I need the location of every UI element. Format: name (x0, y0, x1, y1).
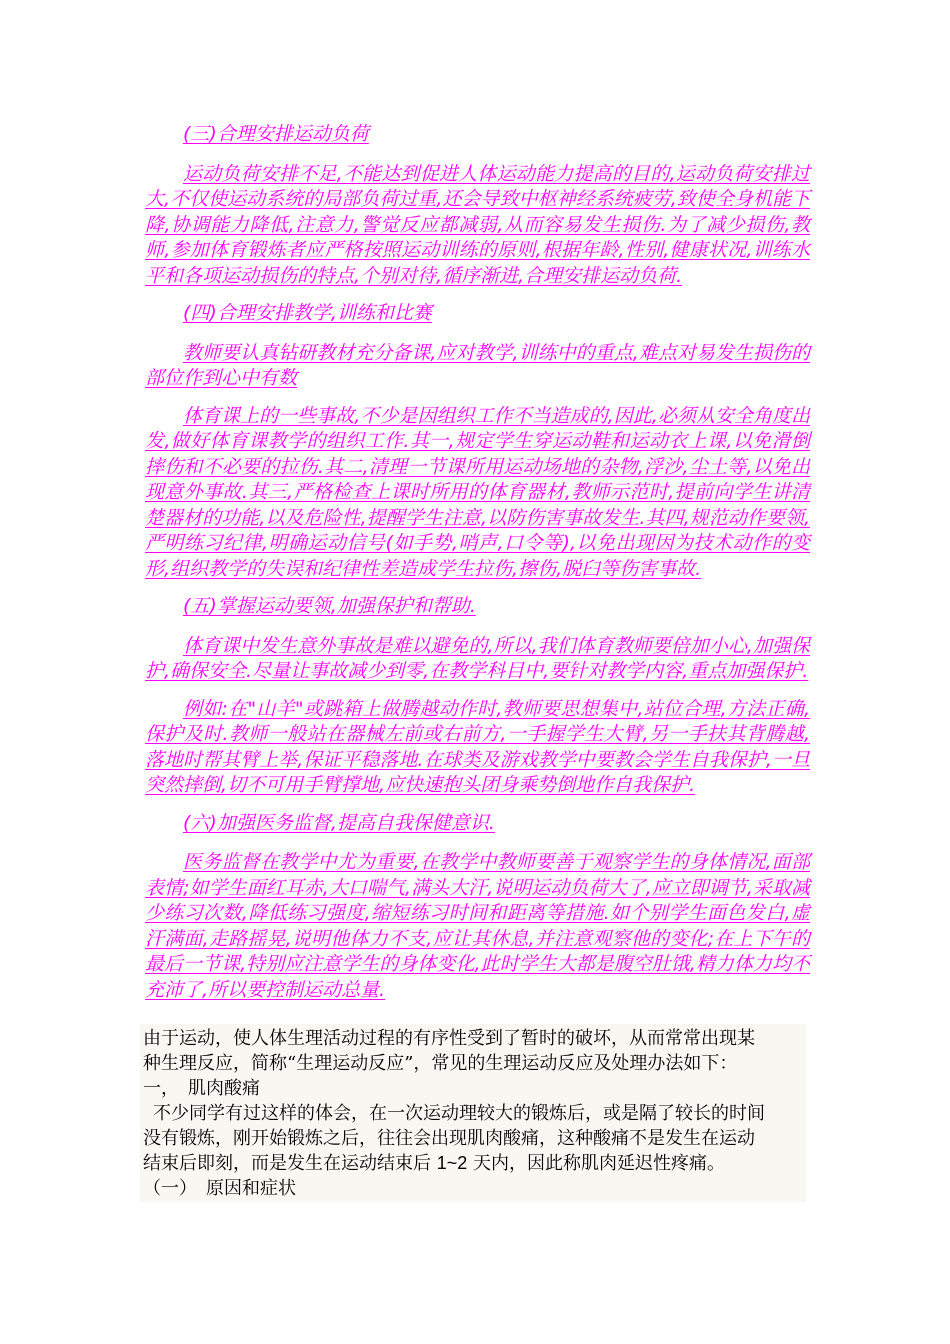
magenta-section (145, 122, 810, 1015)
section-heading-6: (六)加强医务监督,提高自我保健意识. (183, 811, 495, 834)
body-line: 不少同学有过这样的体会，在一次运动理较大的锻炼后，或是隔了较长的时间 (153, 1103, 765, 1124)
paragraph-organization: 体育课上的一些事故,不少是因组织工作不当造成的,因此,必须从安全角度出发,做好体育课教学的组织工作.其一,规定学生穿运动鞋和运动衣上课,以免滑倒摔伤和不必要的拉伤.其二,清理一节课所用运动场地的杂物,浮沙,尘土等,以免出现意外事故.其三,严格检查上课时所用的体育器材,教师示范时,提前向学生讲清楚器材的功能,以及危险性,提醒学生注意,以防伤害事故发生.其四,规范动作要领,严明练习纪律,明确运动信号(如手势,哨声,口令等),以免出现因为技术动作的变形,组织教学的失误和纪律性差造成学生拉伤,擦伤,脱臼等伤害事故. (145, 404, 810, 580)
paragraph-medical-supervision: 医务监督在教学中尤为重要,在教学中教师要善于观察学生的身体情况,面部表情;如学生面红耳赤,大口喘气,满头大汗,说明运动负荷大了,应立即调节,采取减少练习次数,降低练习强度,缩短练习时间和距离等措施.如个别学生面色发白,虚汗满面,走路摇晃,说明他体力不支,应让其休息,并注意观察他的变化;在上下午的最后一节课,特别应注意学生的身体变化,此时学生大都是腹空肚饿,精力体力均不充沛了,所以要控制运动总量. (145, 851, 810, 1001)
subheading: （一） 原因和症状 (143, 1178, 296, 1199)
paragraph-protection: 体育课中发生意外事故是难以避免的,所以,我们体育教师要倍加小心,加强保护,确保安全.尽量让事故减少到零,在教学科目中,要针对教学内容,重点加强保护. (145, 634, 810, 682)
section-heading-3: (三)合理安排运动负荷 (183, 123, 369, 145)
body-line: 没有锻炼，刚开始锻炼之后，往往会出现肌肉酸痛，这种酸痛不是发生在运动 (143, 1128, 755, 1149)
plain-section (140, 1024, 806, 1202)
section-heading-4: (四)合理安排教学,训练和比赛 (183, 302, 432, 324)
intro-line: 种生理反应，简称“生理运动反应”，常见的生理运动反应及处理办法如下： (143, 1053, 738, 1074)
item-heading: 一， 肌肉酸痛 (143, 1078, 260, 1099)
intro-line: 由于运动，使人体生理活动过程的有序性受到了暂时的破坏，从而常常出现某 (143, 1028, 755, 1049)
body-text: 结束后即刻，而是发生在运动结束后 (143, 1153, 437, 1174)
paragraph-load: 运动负荷安排不足,不能达到促进人体运动能力提高的目的,运动负荷安排过大,不仅使运动系统的局部负荷过重,还会导致中枢神经系统疲劳,致使全身机能下降,协调能力降低,注意力,警觉反应都减弱,从而容易发生损伤.为了减少损伤,教师,参加体育锻炼者应严格按照运动训练的原则,根据年龄,性别,健康状况,训练水平和各项运动损伤的特点,个别对待,循序渐进,合理安排运动负荷. (145, 162, 810, 287)
paragraph-example: 例如:在"山羊"或跳箱上做腾越动作时,教师要思想集中,站位合理,方法正确,保护及时.教师一般站在器械左前或右前方,一手握学生大臂,另一手扶其背腾越,落地时帮其臂上举,保证平稳落地.在球类及游戏教学中要教会学生自我保护,一旦突然摔倒,切不可用手臂撑地,应快速抱头团身乘势倒地作自我保护. (145, 697, 810, 796)
section-heading-5: (五)掌握运动要领,加强保护和帮助. (183, 595, 476, 617)
body-line (143, 1151, 803, 1176)
body-text: 天内，因此称肌肉延迟性疼痛。 (467, 1153, 726, 1174)
paragraph-teaching-prep: 教师要认真钻研教材充分备课,应对教学,训练中的重点,难点对易发生损伤的部位作到心中有数 (145, 341, 810, 389)
day-range: 1~2 (436, 1153, 468, 1173)
